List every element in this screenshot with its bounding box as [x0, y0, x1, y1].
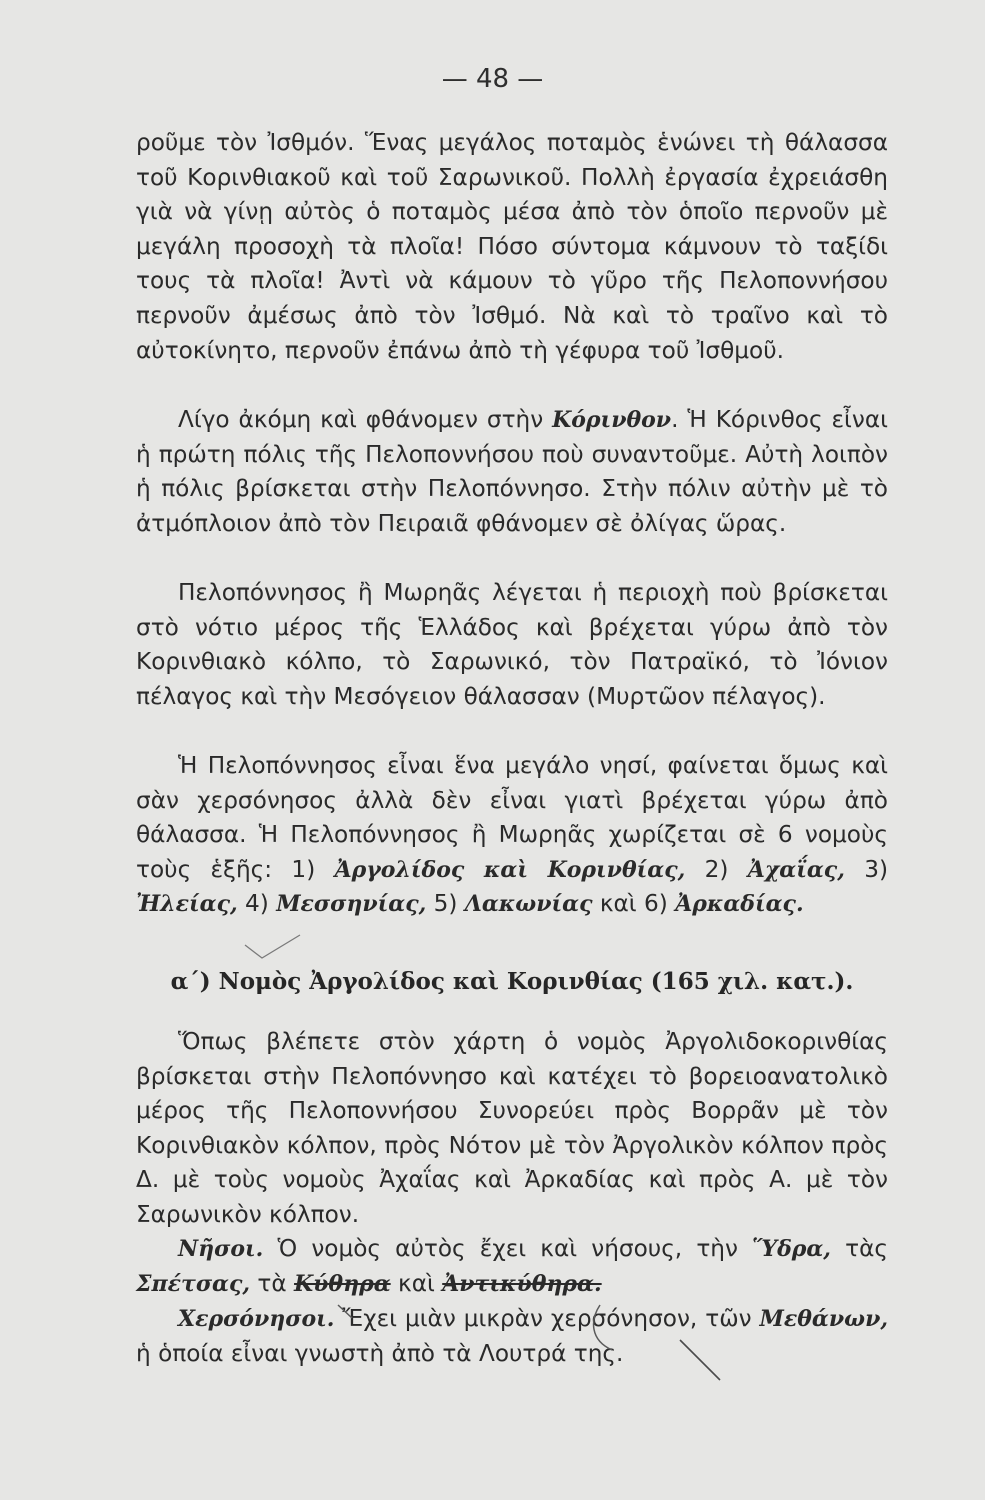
corinth-bold-term: Κόρινθον — [552, 407, 672, 433]
paragraph-argolidocorinthia: Ὅπως βλέπετε στὸν χάρτη ὁ νομὸς Ἀργολιδοκορινθίας βρίσκεται στὴν Πελοπόννησο καὶ κατέχει τὸ βορειοανατολικὸ μέρος τῆς Πελοποννήσου Συνορεύει πρὸς Βορρᾶν μὲ τὸν Κορινθιακὸν κόλπον, πρὸς Νότον μὲ τὸν Ἀργολικὸν κόλπον πρὸς Δ. μὲ τοὺς νομοὺς Ἀχαΐας καὶ Ἀρκαδίας καὶ πρὸς Α. μὲ τὸν Σαρωνικὸν κόλπον. — [136, 1028, 888, 1228]
paragraph-prefectures — [136, 749, 888, 922]
peninsulas-text-b: ἡ ὁποία εἶναι γνωστὴ ἀπὸ τὰ Λουτρά της. — [136, 1339, 624, 1367]
pencil-check-mark — [245, 935, 300, 958]
island-kythira: Κύθηρα — [294, 1270, 391, 1297]
paragraph-peloponnese-location: Πελοπόννησος ἢ Μωρηᾶς λέγεται ἡ περιοχὴ ποὺ βρίσκεται στὸ νότιο μέρος τῆς Ἑλλάδος καὶ βρέχεται γύρω ἀπὸ τὸν Κορινθιακὸ κόλπο, τὸ Σαρωνικό, τὸν Πατραϊκό, τὸ Ἰόνιον πέλαγος καὶ τὴν Μεσόγειον θάλασσαν (Μυρτῶον πέλαγος). — [136, 579, 888, 710]
section-heading: α΄) Νομὸς Ἀργολίδος καὶ Κορινθίας (165 χιλ. κατ.). — [170, 968, 854, 995]
prefectures-sep-5: καὶ 6) — [592, 890, 676, 918]
prefectures-sep-3: 4) — [237, 890, 277, 918]
prefecture-ilia: Ἠλείας, — [136, 891, 238, 918]
prefecture-argolis-corinthia: Ἀργολίδος καὶ Κορινθίας, — [334, 856, 686, 883]
islands-label: Νῆσοι. — [178, 1236, 264, 1262]
islands-text-a: Ὁ νομὸς αὐτὸς ἔχει καὶ νήσους, τὴν — [263, 1235, 753, 1262]
prefecture-laconia: Λακωνίας — [464, 891, 593, 918]
prefectures-sep-2: 3) — [844, 855, 888, 883]
paragraph-corinth — [136, 403, 888, 541]
page-number: — 48 — — [441, 64, 544, 94]
paragraph-corinth-text-a: Λίγο ἀκόμη καὶ φθάνομεν στὴν — [178, 406, 553, 433]
prefectures-sep-4: 5) — [426, 890, 465, 918]
paragraph-isthmus: ροῦμε τὸν Ἰσθμόν. Ἕνας μεγάλος ποταμὸς ἑνώνει τὴ θάλασσα τοῦ Κορινθιακοῦ καὶ τοῦ Σαρωνικοῦ. Πολλὴ ἐργασία ἐχρειάσθη γιὰ νὰ γίνῃ αὐτὸς ὁ ποταμὸς μέσα ἀπὸ τὸν ὁποῖο περνοῦν μὲ μεγάλη προσοχὴ τὰ πλοῖα! Πόσο σύντομα κάμνουν τὸ ταξίδι τους τὰ πλοῖα! Ἀντὶ νὰ κάμουν τὸ γῦρο τῆς Πελοποννήσου περνοῦν ἀμέσως ἀπὸ τὸν Ἰσθμό. Νὰ καὶ τὸ τραῖνο καὶ τὸ αὐτοκίνητο, περνοῦν ἐπάνω ἀπὸ τὴ γέφυρα τοῦ Ἰσθμοῦ. — [136, 129, 888, 364]
islands-text-c: τὰ — [250, 1269, 295, 1297]
prefectures-sep-1: 2) — [685, 855, 748, 883]
prefecture-achaia: Ἀχαΐας, — [747, 856, 845, 883]
peninsula-methana: Μεθάνων, — [759, 1306, 888, 1332]
islands-text-b: τὰς — [830, 1235, 888, 1262]
prefectures-intro: Ἡ Πελοπόννησος εἶναι ἕνα μεγάλο νησί, φαίνεται ὅμως καὶ σὰν χερσόνησος ἀλλὰ δὲν εἶναι γιατὶ βρέχεται γύρω ἀπὸ θάλασσα. Ἡ Πελοπόννησος ἢ Μωρηᾶς χωρίζεται σὲ 6 νομοὺς τοὺς ἑξῆς: 1) — [136, 752, 888, 883]
islands-text-d: καὶ — [390, 1269, 443, 1297]
peninsulas-label: Χερσόνησοι. — [178, 1306, 335, 1332]
paragraph-peninsulas — [136, 1302, 888, 1371]
prefecture-arcadia: Ἀρκαδίας. — [675, 891, 804, 918]
island-hydra: Ὕδρα, — [752, 1236, 831, 1262]
peninsulas-text-a: Ἔχει μιὰν μικρὰν χερσόνησον, τῶν — [334, 1305, 760, 1332]
paragraph-corinth-text-b: . Ἡ Κόρινθος εἶναι ἡ πρώτη πόλις τῆς Πελοποννήσου ποὺ συναντοῦμε. Αὐτὴ λοιπὸν ἡ πόλις βρίσκεται στὴν Πελοπόννησο. Στὴν πόλιν αὐτὴν μὲ τὸ ἀτμόπλοιον ἀπὸ τὸν Πειραιᾶ φθάνομεν σὲ ὀλίγας ὥρας. — [136, 406, 888, 537]
island-spetses: Σπέτσας, — [136, 1270, 251, 1297]
prefecture-messinia: Μεσσηνίας, — [276, 891, 427, 918]
island-antikythira: Ἀντικύθηρα. — [442, 1270, 602, 1297]
paragraph-islands — [136, 1232, 888, 1301]
